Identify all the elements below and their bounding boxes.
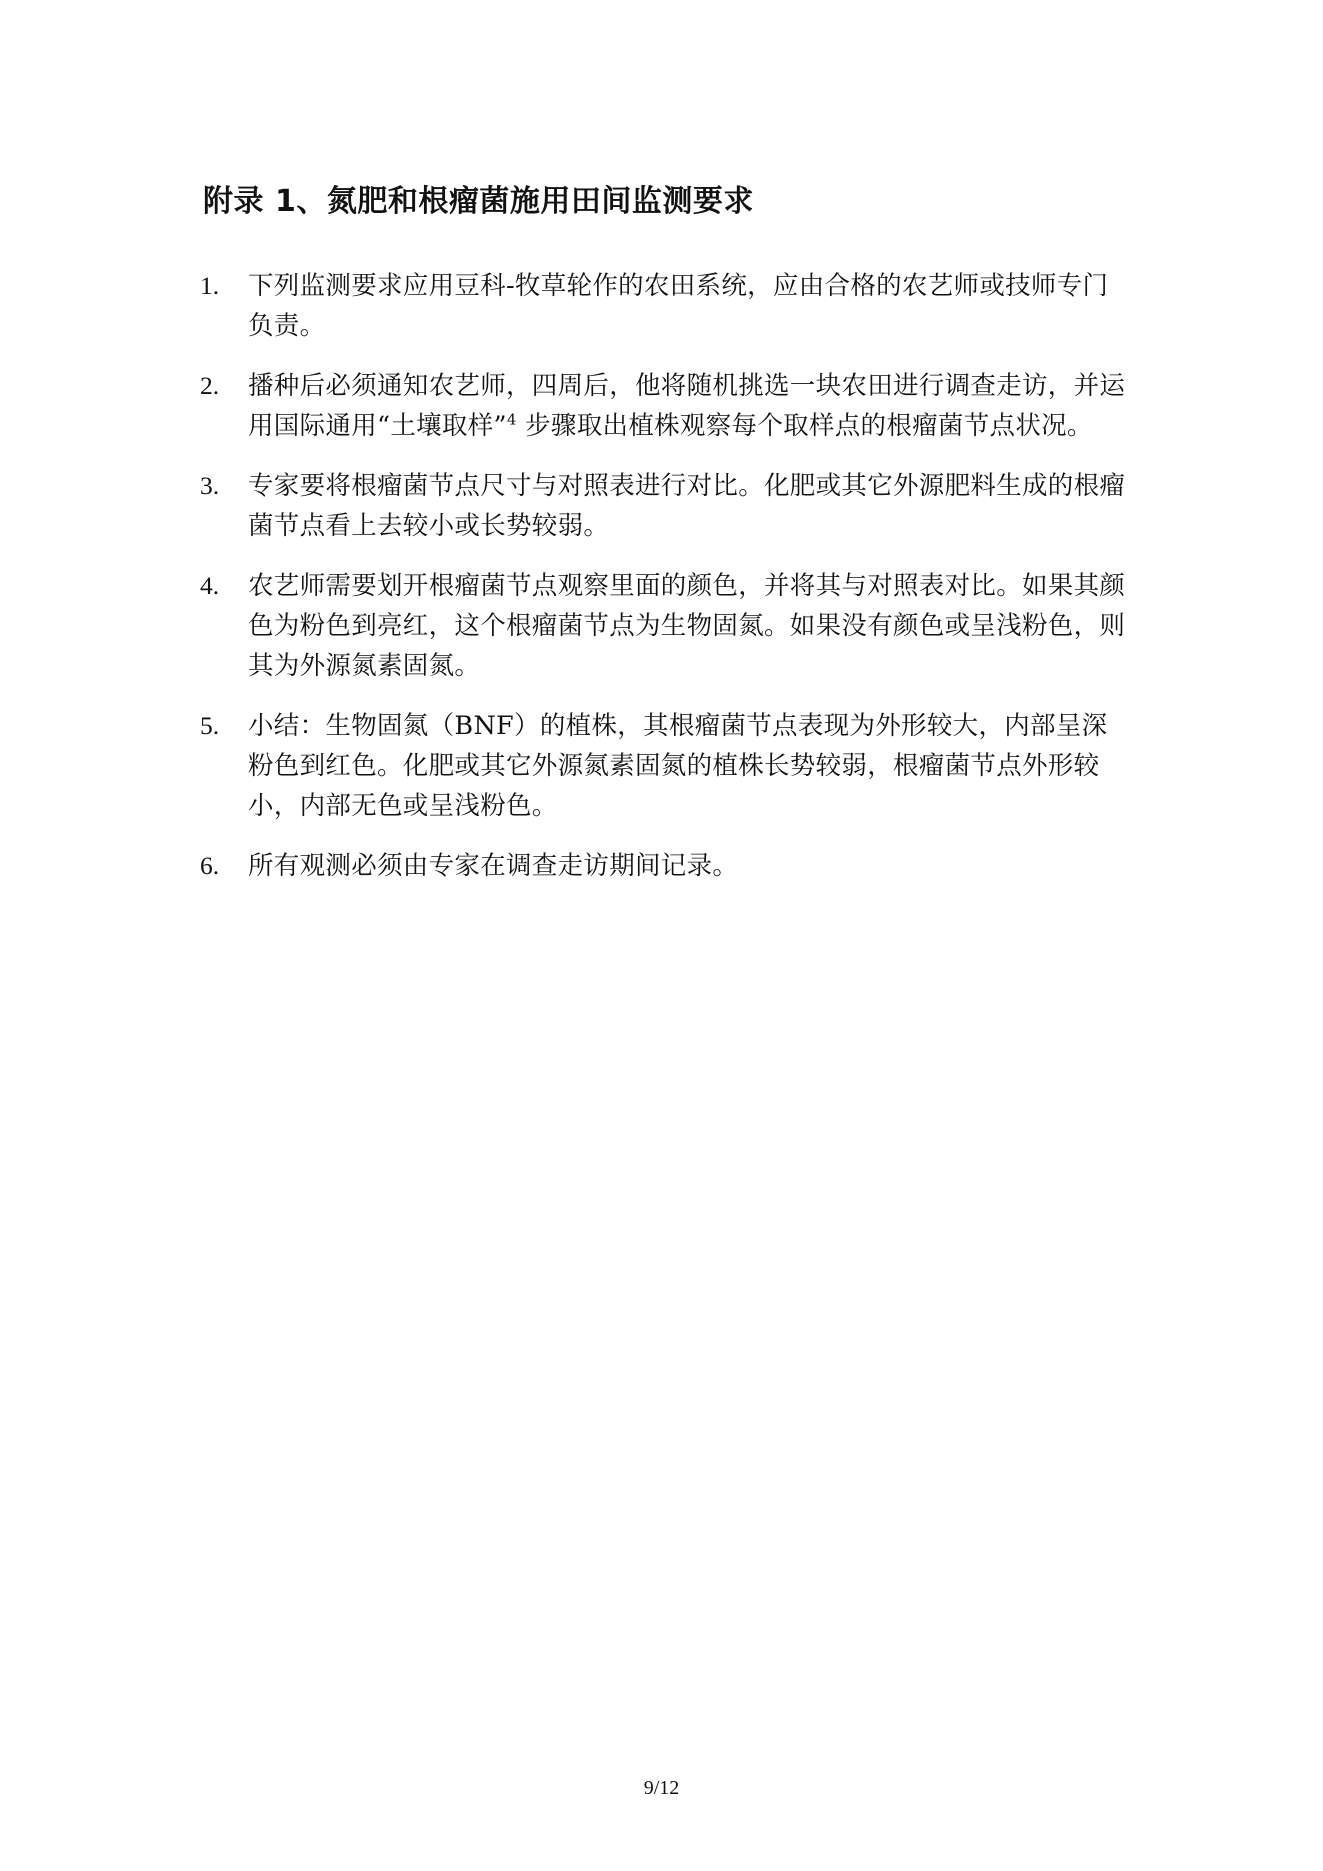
item-text: 所有观测必须由专家在调查走访期间记录。 bbox=[248, 851, 739, 881]
item-text: 专家要将根瘤菌节点尺寸与对照表进行对比。化肥或其它外源肥料生成的根瘤菌节点看上去较小或长势较弱。 bbox=[248, 471, 1126, 541]
item-number: 2. bbox=[200, 371, 220, 400]
list-item bbox=[200, 466, 1130, 546]
item-number: 1. bbox=[200, 271, 220, 300]
page-number: 9/12 bbox=[643, 1777, 680, 1799]
item-text-part: 播种后必须通知农艺师，四周后，他将随机挑选一块农田进行调查走访，并运用国际通用“土壤取样” bbox=[248, 371, 1126, 441]
item-number: 4. bbox=[200, 571, 220, 600]
item-text: 下列监测要求应用豆科-牧草轮作的农田系统，应由合格的农艺师或技师专门负责。 bbox=[248, 271, 1109, 341]
list-item bbox=[200, 706, 1130, 826]
list-item bbox=[200, 366, 1130, 446]
requirements-list bbox=[200, 266, 1130, 906]
item-number: 5. bbox=[200, 711, 220, 740]
list-item bbox=[200, 566, 1130, 686]
item-text-part: 步骤取出植株观察每个取样点的根瘤菌节点状况。 bbox=[516, 411, 1093, 441]
footnote-marker: 4 bbox=[506, 410, 517, 429]
item-text bbox=[248, 366, 1130, 446]
list-item bbox=[200, 266, 1130, 346]
item-text: 农艺师需要划开根瘤菌节点观察里面的颜色，并将其与对照表对比。如果其颜色为粉色到亮红，这个根瘤菌节点为生物固氮。如果没有颜色或呈浅粉色，则其为外源氮素固氮。 bbox=[248, 571, 1126, 681]
item-text: 小结：生物固氮（BNF）的植株，其根瘤菌节点表现为外形较大，内部呈深粉色到红色。化肥或其它外源氮素固氮的植株长势较弱，根瘤菌节点外形较小，内部无色或呈浅粉色。 bbox=[248, 711, 1108, 821]
item-number: 6. bbox=[200, 851, 220, 880]
list-item bbox=[200, 846, 1130, 886]
item-number: 3. bbox=[200, 471, 220, 500]
appendix-title: 附录 1、氮肥和根瘤菌施用田间监测要求 bbox=[203, 184, 754, 219]
